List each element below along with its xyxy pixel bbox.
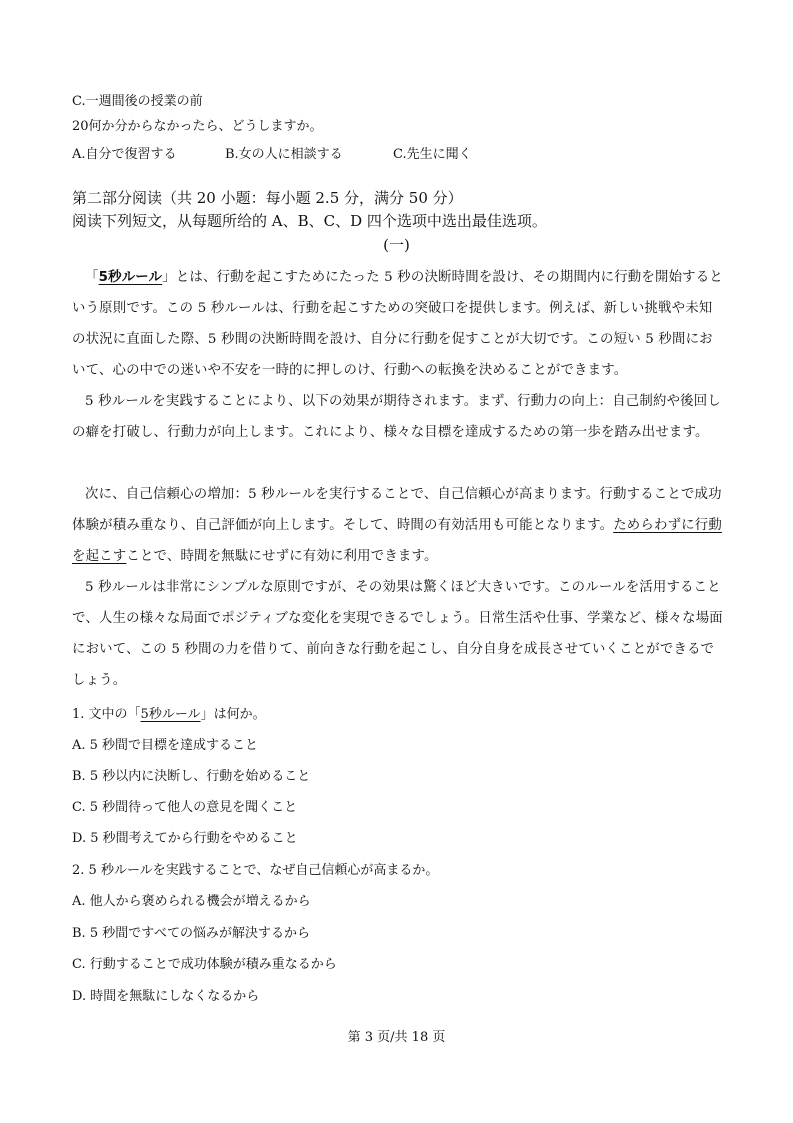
q20-option-c: C.先生に聞く — [393, 147, 472, 162]
q1-option-a: A. 5 秒間で目標を達成すること — [72, 738, 259, 753]
q2-option-c: C. 行動することで成功体験が積み重なるから — [72, 957, 337, 972]
passage-number: (一) — [383, 236, 410, 254]
question-1-stem — [72, 706, 266, 724]
bracket-open: 「 — [85, 270, 99, 285]
section-title: 第二部分阅读（共 20 小题：每小题 2.5 分，满分 50 分） — [72, 189, 463, 207]
q1-option-c: C. 5 秒間待って他人の意見を聞くこと — [72, 800, 298, 815]
keyword-5-second-rule: 5秒ルール — [98, 270, 163, 285]
q1-keyword: 5秒ルール — [140, 707, 201, 722]
q1-suffix: 」は何か。 — [200, 707, 266, 722]
paragraph-2-text: 5 秒ルールを実践することにより、以下の効果が期待されます。まず、行動力の向上：自己制約や後回しの癖を打破し、行動力が向上します。これにより、様々な目標を達成するための第一歩を踏み出せます。 — [72, 394, 721, 440]
passage-paragraph-3 — [72, 479, 724, 572]
q1-option-b: B. 5 秒以内に決断し、行動を始めること — [72, 769, 311, 784]
q20-option-a: A.自分で復習する — [72, 147, 177, 162]
page-footer: 第 3 页/共 18 页 — [347, 1030, 446, 1045]
q1-option-d: D. 5 秒間考えてから行動をやめること — [72, 831, 298, 846]
question-2-stem: 2. 5 秒ルールを実践することで、なぜ自己信頼心が高まるか。 — [72, 863, 439, 878]
passage-paragraph-4 — [72, 572, 724, 696]
paragraph-4-text: 5 秒ルールは非常にシンプルな原則ですが、その効果は驚くほど大きいです。このルールを活用することで、人生の様々な局面でポジティブな変化を実現できるでしょう。日常生活や仕事、学業など、様々な場面において、この 5 秒間の力を借りて、前向きな行動を起こし、自分自身を成長させていくことができるでしょう。 — [72, 580, 723, 688]
section-instruction: 阅读下列短文，从每题所给的 A、B、C、D 四个选项中选出最佳选项。 — [72, 212, 547, 230]
paragraph-3-text-b: ことで、時間を無駄にせずに有効に利用できます。 — [126, 549, 438, 564]
passage-paragraph-1 — [72, 262, 724, 386]
bracket-close: 」 — [162, 270, 176, 285]
q20-option-b: B.女の人に相談する — [225, 147, 343, 162]
paragraph-3-text-a: 次に、自己信頼心の増加：5 秒ルールを実行することで、自己信頼心が高まります。行動することで成功体験が積み重なり、自己評価が向上します。そして、時間の有効活用も可能となります。 — [72, 487, 722, 533]
paragraph-1-text: とは、行動を起こすためにたった 5 秒の決断時間を設け、その期間内に行動を開始するという原則です。この 5 秒ルールは、行動を起こすための突破口を提供します。例えば、新しい挑戦や未知の状況に直面した際、5 秒間の決断時間を設け、自分に行動を促すことが大切です。この短い 5 秒間において、心の中での迷いや不安を一時的に押しのけ、行動への転換を決めることができます。 — [72, 270, 723, 378]
q2-option-b: B. 5 秒間ですべての悩みが解決するから — [72, 926, 310, 941]
q2-option-a: A. 他人から褒められる機会が増えるから — [72, 894, 311, 909]
q2-option-d: D. 時間を無駄にしなくなるから — [72, 989, 260, 1004]
passage-paragraph-2 — [72, 386, 724, 448]
q1-prefix: 1. 文中の「 — [72, 707, 141, 722]
prev-option-c: C.一週間後の授業の前 — [72, 94, 203, 109]
underlined-phrase: ためらわずに行動を起こす — [72, 518, 722, 564]
question-20: 20何か分からなかったら、どうしますか。 — [72, 119, 323, 134]
